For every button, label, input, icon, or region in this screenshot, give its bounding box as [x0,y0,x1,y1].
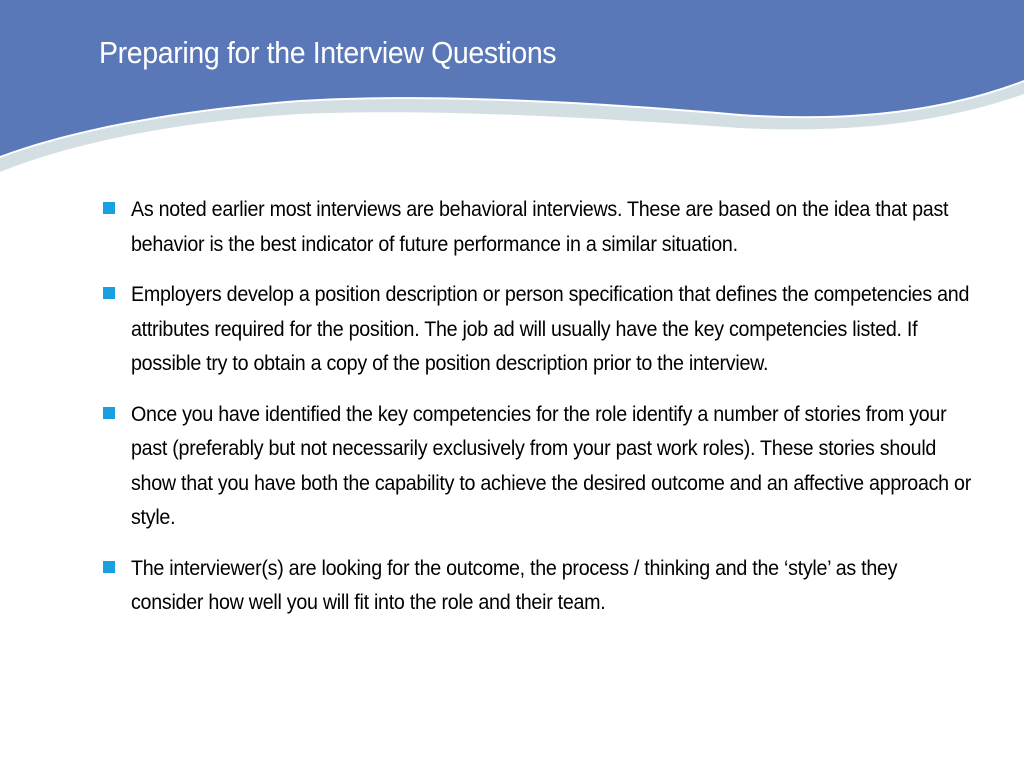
slide-title: Preparing for the Interview Questions [99,35,557,70]
bullet-text: Employers develop a position description or person specification that defines the competencies and attributes required for the position. The job ad will usually have the key competencies listed. If possible try to obtain a copy of the position description prior to the interview. [131,282,970,375]
square-bullet-icon [103,287,115,299]
square-bullet-icon [103,561,115,573]
bullet-item-interviewer-focus [100,551,960,620]
bullet-item-identify-stories [100,397,971,535]
bullet-item-behavioral-interviews [100,192,960,261]
header-blue-shape [0,0,1024,156]
bullet-text: Once you have identified the key competencies for the role identify a number of stories from your past (preferably but not necessarily exclusively from your past work roles). These stories should show that you have both the capability to achieve the desired outcome and an affective approach or style. [131,401,971,529]
square-bullet-icon [103,407,115,419]
square-bullet-icon [103,202,115,214]
bullet-text: The interviewer(s) are looking for the outcome, the process / thinking and the ‘style’ as they consider how well you will fit into the role and their team. [131,555,898,614]
bullet-item-position-description [100,277,970,381]
bullet-text: As noted earlier most interviews are behavioral interviews. These are based on the idea that past behavior is the best indicator of future performance in a similar situation. [131,197,949,256]
bullet-list [100,192,971,636]
